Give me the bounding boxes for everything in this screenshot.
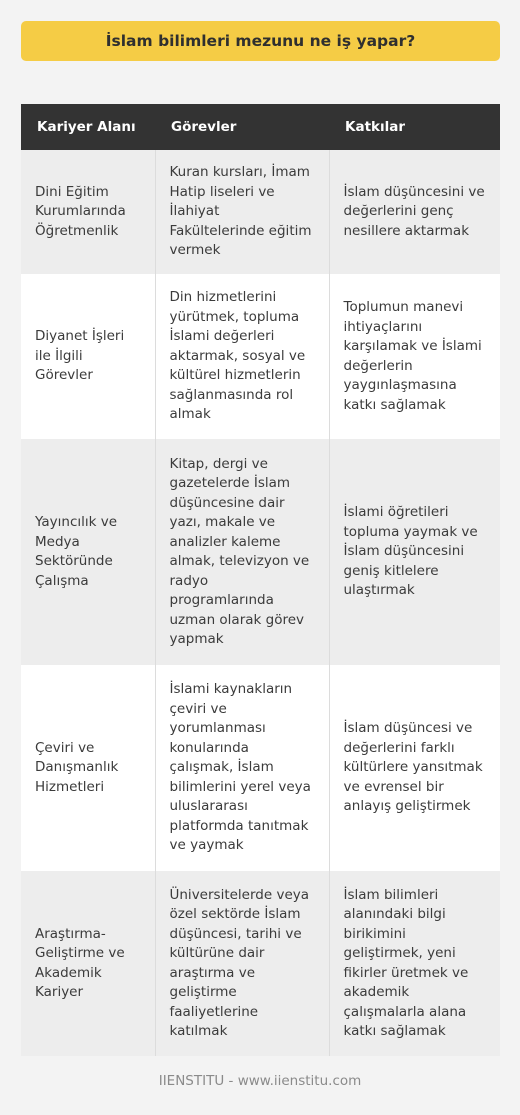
- column-header-career: Kariyer Alanı: [21, 104, 155, 150]
- table-header-row: [21, 104, 500, 150]
- footer-credit: IIENSTITU - www.iienstitu.com: [158, 1073, 362, 1089]
- contributions-cell: Toplumun manevi ihtiyaçlarını karşılamak ve İslami değerlerin yaygınlaşmasına katkı sağlamak: [329, 274, 500, 439]
- table-row: [21, 439, 500, 665]
- career-cell: Araştırma-Geliştirme ve Akademik Kariyer: [21, 871, 155, 1056]
- duties-cell: İslami kaynakların çeviri ve yorumlanması konularında çalışmak, İslam bilimlerini yerel veya uluslararası platformda tanıtmak ve yaymak: [155, 665, 329, 871]
- column-header-contributions: Katkılar: [329, 104, 500, 150]
- career-table: [21, 104, 500, 1056]
- table-row: [21, 665, 500, 871]
- career-cell: Dini Eğitim Kurumlarında Öğretmenlik: [21, 150, 155, 274]
- title-banner: [21, 21, 500, 61]
- duties-cell: Üniversitelerde veya özel sektörde İslam düşüncesi, tarihi ve kültürüne dair araştırma ve geliştirme faaliyetlerine katılmak: [155, 871, 329, 1056]
- contributions-cell: İslami öğretileri topluma yaymak ve İslam düşüncesini geniş kitlelere ulaştırmak: [329, 439, 500, 665]
- column-header-duties: Görevler: [155, 104, 329, 150]
- duties-cell: Kuran kursları, İmam Hatip liseleri ve İlahiyat Fakültelerinde eğitim vermek: [155, 150, 329, 274]
- table-row: [21, 150, 500, 274]
- career-cell: Diyanet İşleri ile İlgili Görevler: [21, 274, 155, 439]
- page-title: İslam bilimleri mezunu ne iş yapar?: [105, 32, 416, 50]
- duties-cell: Din hizmetlerini yürütmek, topluma İslami değerleri aktarmak, sosyal ve kültürel hizmetlerin sağlanmasında rol almak: [155, 274, 329, 439]
- contributions-cell: İslam düşüncesini ve değerlerini genç nesillere aktarmak: [329, 150, 500, 274]
- contributions-cell: İslam bilimleri alanındaki bilgi birikimini geliştirmek, yeni fikirler üretmek ve akademik çalışmalarla alana katkı sağlamak: [329, 871, 500, 1056]
- career-cell: Yayıncılık ve Medya Sektöründe Çalışma: [21, 439, 155, 665]
- table-row: [21, 871, 500, 1056]
- career-cell: Çeviri ve Danışmanlık Hizmetleri: [21, 665, 155, 871]
- duties-cell: Kitap, dergi ve gazetelerde İslam düşüncesine dair yazı, makale ve analizler kaleme almak, televizyon ve radyo programlarında uzman olarak görev yapmak: [155, 439, 329, 665]
- table-row: [21, 274, 500, 439]
- contributions-cell: İslam düşüncesi ve değerlerini farklı kültürlere yansıtmak ve evrensel bir anlayış geliştirmek: [329, 665, 500, 871]
